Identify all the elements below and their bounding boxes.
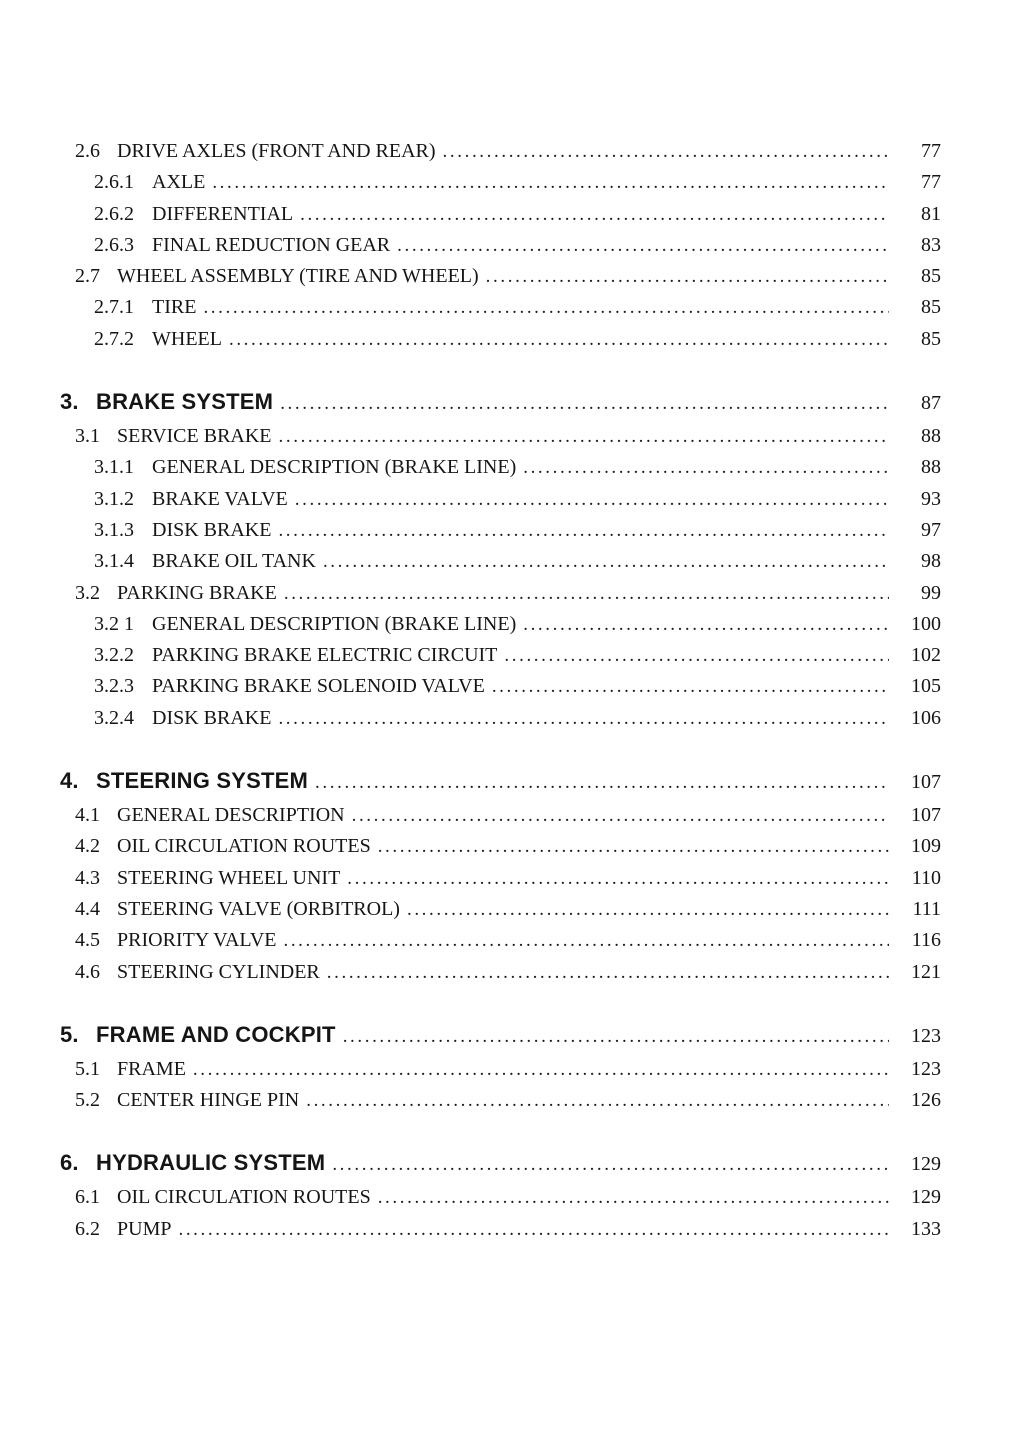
toc-block: [60, 389, 941, 738]
toc-section-heading: [60, 1150, 941, 1186]
toc-entry: [60, 171, 941, 202]
toc-entry: [60, 203, 941, 234]
toc-entry: [60, 234, 941, 265]
toc-entry: [60, 961, 941, 992]
dot-leader: [323, 551, 889, 573]
toc-entry-number: 2.6.2: [94, 202, 134, 225]
toc-entry-title: WHEEL ASSEMBLY (TIRE AND WHEEL): [117, 265, 479, 288]
toc-entry-number: 5.2: [75, 1089, 100, 1112]
toc-page-number: 107: [911, 804, 941, 827]
toc-entry-title: GENERAL DESCRIPTION (BRAKE LINE): [152, 612, 517, 635]
toc-entry-number: 2.6.1: [94, 171, 134, 194]
dot-leader: [443, 141, 889, 163]
toc-entry-title: OIL CIRCULATION ROUTES: [117, 1186, 371, 1209]
toc-page-number: 102: [911, 644, 941, 667]
toc-entry-number: 3.2.4: [94, 706, 134, 729]
toc-section-title: HYDRAULIC SYSTEM: [96, 1150, 326, 1176]
toc-entry-title: FRAME: [117, 1057, 186, 1080]
toc-entry: [60, 1186, 941, 1217]
toc-entry-title: PARKING BRAKE: [117, 581, 277, 604]
toc-section-heading: [60, 389, 941, 425]
toc-page-number: 123: [911, 1024, 941, 1047]
toc-block: [60, 768, 941, 992]
dot-leader: [523, 614, 889, 636]
toc-section-title: BRAKE SYSTEM: [96, 389, 274, 415]
dot-leader: [280, 393, 889, 415]
dot-leader: [284, 583, 889, 605]
toc-entry: [60, 644, 941, 675]
toc-page-number: 106: [911, 706, 941, 729]
toc-entry: [60, 804, 941, 835]
toc-page-number: 87: [921, 392, 941, 415]
toc-entry-number: 3.1.2: [94, 487, 134, 510]
dot-leader: [352, 805, 889, 827]
toc-page-number: 107: [911, 771, 941, 794]
toc-entry: [60, 1058, 941, 1089]
dot-leader: [279, 426, 889, 448]
toc-page-number: 126: [911, 1089, 941, 1112]
toc-entry: [60, 835, 941, 866]
toc-page-number: 98: [921, 550, 941, 573]
toc-entry: [60, 1218, 941, 1249]
dot-leader: [278, 708, 889, 730]
toc-entry-number: 4.1: [75, 804, 100, 827]
dot-leader: [315, 772, 889, 794]
toc-entry-number: 3.2 1: [94, 612, 134, 635]
toc-page-number: 83: [921, 233, 941, 256]
toc-page-number: 77: [921, 171, 941, 194]
toc-entry-number: 2.6: [75, 140, 100, 162]
toc-entry: [60, 867, 941, 898]
dot-leader: [327, 962, 889, 984]
toc-entry-title: PARKING BRAKE ELECTRIC CIRCUIT: [152, 644, 498, 667]
dot-leader: [347, 868, 889, 890]
toc-page-number: 88: [921, 425, 941, 448]
dot-leader: [407, 899, 889, 921]
toc-entry: [60, 550, 941, 581]
dot-leader: [306, 1090, 889, 1112]
toc-entry-number: 6.2: [75, 1217, 100, 1240]
toc-entry: [60, 898, 941, 929]
toc-entry-number: 4.6: [75, 960, 100, 983]
toc-page-number: 85: [921, 327, 941, 350]
toc-section-heading: [60, 1022, 941, 1058]
toc-entry: [60, 456, 941, 487]
dot-leader: [343, 1026, 889, 1048]
dot-leader: [300, 204, 889, 226]
toc-page-number: 133: [911, 1217, 941, 1240]
toc-page-number: 88: [921, 456, 941, 479]
toc-page-number: 105: [911, 675, 941, 698]
dot-leader: [378, 1187, 889, 1209]
toc-entry-number: 4.3: [75, 866, 100, 889]
toc-entry-number: 2.7.1: [94, 296, 134, 319]
dot-leader: [283, 930, 889, 952]
toc-page-number: 77: [921, 140, 941, 162]
toc-entry-title: AXLE: [152, 171, 206, 194]
toc-entry-title: PRIORITY VALVE: [117, 929, 277, 952]
toc-section-title: FRAME AND COCKPIT: [96, 1021, 336, 1047]
dot-leader: [229, 329, 889, 351]
toc-page-number: 81: [921, 202, 941, 225]
toc-entry: [60, 296, 941, 327]
toc-entry-number: 3.2: [75, 581, 100, 604]
toc-entry-title: OIL CIRCULATION ROUTES: [117, 835, 371, 858]
toc-page-number: 123: [911, 1057, 941, 1080]
dot-leader: [397, 235, 889, 257]
toc-entry-title: STEERING WHEEL UNIT: [117, 866, 341, 889]
toc-page-number: 85: [921, 265, 941, 288]
toc-entry-title: PARKING BRAKE SOLENOID VALVE: [152, 675, 485, 698]
dot-leader: [203, 297, 889, 319]
toc-section-number: 3.: [60, 389, 79, 415]
dot-leader: [332, 1154, 889, 1176]
toc-entry-title: STEERING VALVE (ORBITROL): [117, 897, 400, 920]
toc-entry-number: 3.1.4: [94, 550, 134, 573]
toc-entry-title: DISK BRAKE: [152, 518, 272, 541]
toc-entry-number: 3.1.3: [94, 518, 134, 541]
toc-entry-title: DIFFERENTIAL: [152, 202, 294, 225]
toc-page-number: 129: [911, 1153, 941, 1176]
toc-page-number: 129: [911, 1186, 941, 1209]
dot-leader: [295, 489, 889, 511]
toc-section-number: 5.: [60, 1021, 79, 1047]
toc-block: [60, 1022, 941, 1121]
toc-section-title: STEERING SYSTEM: [96, 768, 309, 794]
toc-entry-title: CENTER HINGE PIN: [117, 1089, 300, 1112]
dot-leader: [486, 266, 889, 288]
toc-section-heading: [60, 768, 941, 804]
toc-entry: [60, 265, 941, 296]
toc-entry-number: 4.2: [75, 835, 100, 858]
table-of-contents: [60, 140, 941, 1249]
toc-entry: [60, 1089, 941, 1120]
toc-entry-title: GENERAL DESCRIPTION: [117, 804, 345, 827]
dot-leader: [504, 645, 889, 667]
toc-page-number: 109: [911, 835, 941, 858]
toc-block: [60, 1150, 941, 1249]
toc-entry-number: 2.7: [75, 265, 100, 288]
dot-leader: [178, 1219, 889, 1241]
toc-entry: [60, 425, 941, 456]
toc-page-number: 99: [921, 581, 941, 604]
toc-entry-number: 3.2.3: [94, 675, 134, 698]
toc-entry-title: TIRE: [152, 296, 197, 319]
toc-entry: [60, 675, 941, 706]
toc-entry-title: BRAKE VALVE: [152, 487, 288, 510]
toc-entry: [60, 140, 941, 171]
dot-leader: [212, 172, 889, 194]
toc-entry-title: DISK BRAKE: [152, 706, 272, 729]
dot-leader: [278, 520, 889, 542]
toc-page-number: 116: [911, 929, 941, 952]
toc-entry-title: PUMP: [117, 1217, 172, 1240]
toc-entry: [60, 582, 941, 613]
toc-entry-number: 5.1: [75, 1057, 100, 1080]
toc-page-number: 121: [911, 960, 941, 983]
toc-page-number: 97: [921, 518, 941, 541]
toc-page-number: 85: [921, 296, 941, 319]
toc-entry-title: SERVICE BRAKE: [117, 425, 272, 448]
toc-entry: [60, 929, 941, 960]
dot-leader: [193, 1059, 889, 1081]
toc-entry-title: GENERAL DESCRIPTION (BRAKE LINE): [152, 456, 517, 479]
toc-entry-title: FINAL REDUCTION GEAR: [152, 233, 391, 256]
toc-entry: [60, 328, 941, 359]
toc-page-number: 100: [911, 612, 941, 635]
toc-entry-title: DRIVE AXLES (FRONT AND REAR): [117, 140, 436, 162]
toc-entry: [60, 488, 941, 519]
toc-entry-number: 4.5: [75, 929, 100, 952]
toc-entry-title: BRAKE OIL TANK: [152, 550, 316, 573]
toc-page-number: 110: [911, 866, 941, 889]
toc-entry-number: 3.2.2: [94, 644, 134, 667]
toc-entry: [60, 707, 941, 738]
toc-entry: [60, 613, 941, 644]
toc-section-number: 6.: [60, 1150, 79, 1176]
toc-entry-number: 6.1: [75, 1186, 100, 1209]
toc-page-number: 93: [921, 487, 941, 510]
toc-entry-title: WHEEL: [152, 327, 222, 350]
toc-entry-number: 4.4: [75, 897, 100, 920]
toc-entry: [60, 519, 941, 550]
toc-section-number: 4.: [60, 768, 79, 794]
toc-entry-number: 2.7.2: [94, 327, 134, 350]
toc-entry-number: 3.1: [75, 425, 100, 448]
dot-leader: [523, 457, 889, 479]
toc-page-number: 111: [912, 897, 941, 920]
dot-leader: [492, 676, 889, 698]
toc-entry-title: STEERING CYLINDER: [117, 960, 320, 983]
toc-entry-number: 2.6.3: [94, 233, 134, 256]
dot-leader: [378, 836, 889, 858]
toc-entry-number: 3.1.1: [94, 456, 134, 479]
toc-block: [60, 140, 941, 359]
